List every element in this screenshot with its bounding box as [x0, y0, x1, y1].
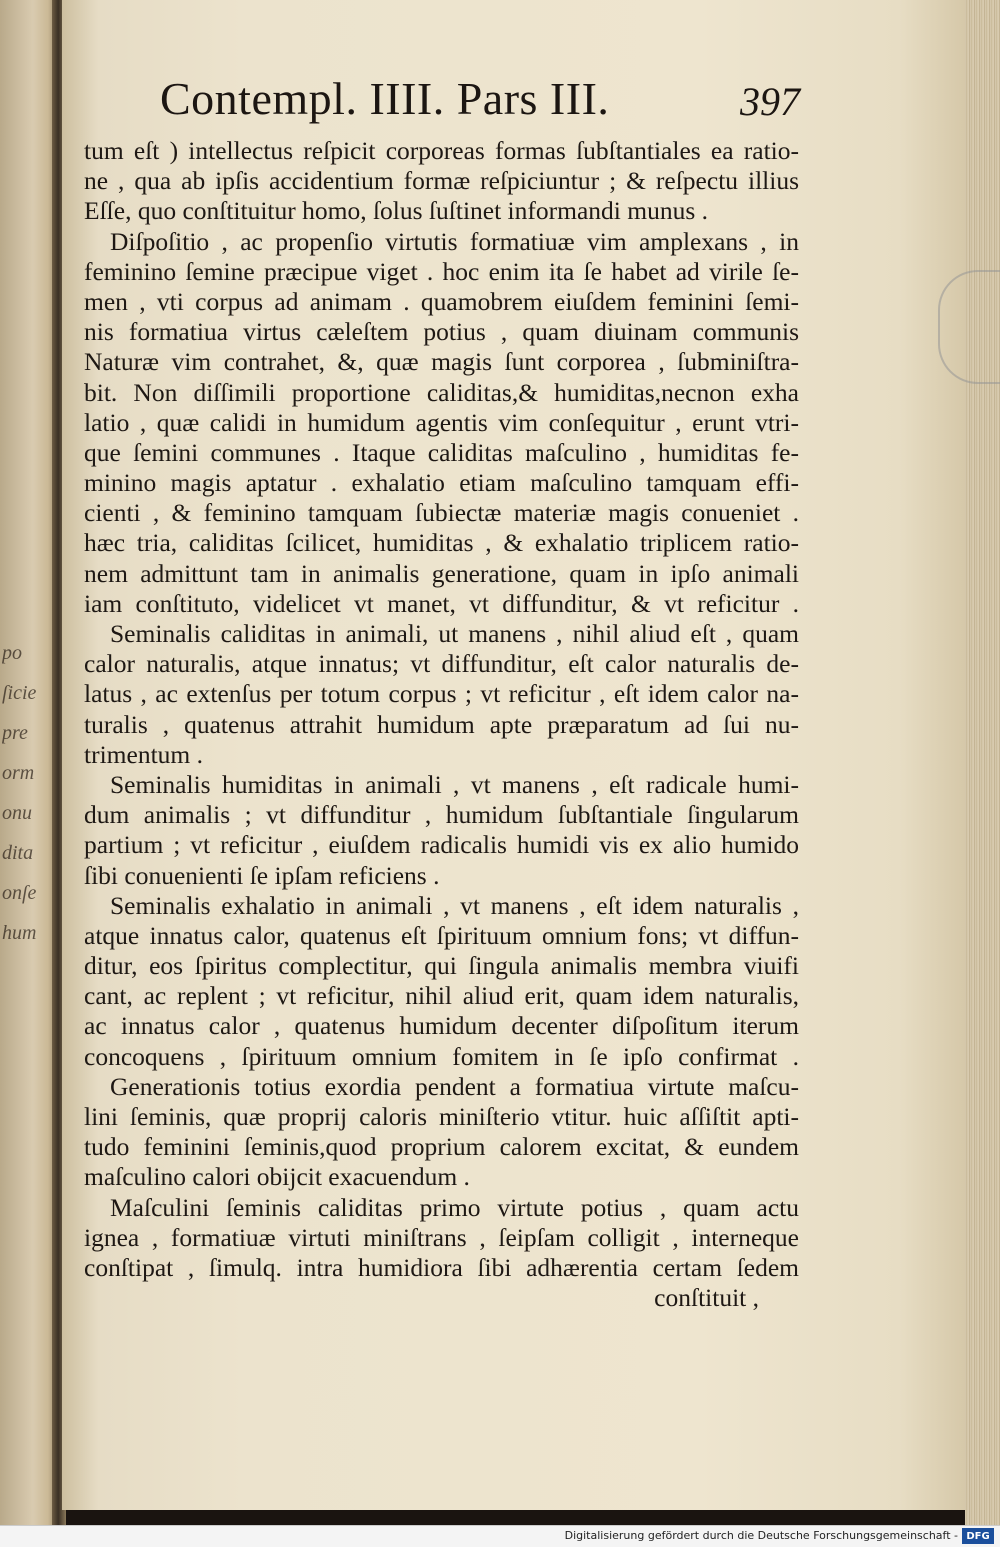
text-line: cienti , & feminino tamquam ſubiectæ materiæ magis conueniet . — [84, 498, 799, 528]
left-page-fragment: pre — [2, 722, 28, 744]
text-line: conſtipat , ſimulq. intra humidiora ſibi adhærentia certam ſedem — [84, 1252, 799, 1282]
text-line: feminino ſemine præcipue viget . hoc enim ita ſe habet ad virile ſe- — [84, 256, 799, 286]
text-line: nem admittunt tam in animalis generatione, quam in ipſo animali — [84, 558, 799, 588]
text-line: turalis , quatenus attrahit humidum apte præparatum ad ſui nu- — [84, 709, 799, 739]
dfg-logo: DFG — [962, 1528, 994, 1544]
text-line: calor naturalis, atque innatus; vt diffunditur, eſt calor naturalis de- — [84, 649, 799, 679]
text-line: men , vti corpus ad animam . quamobrem eiuſdem feminini ſemi- — [84, 286, 799, 316]
text-line: ignea , formatiuæ virtuti miniſtrans , ſeipſam colligit , interneque — [84, 1222, 799, 1252]
left-page-fragment: onu — [2, 802, 32, 824]
page-edges — [965, 0, 1000, 1525]
page-header — [160, 72, 800, 132]
text-line: Seminalis humiditas in animali , vt manens , eſt radicale humi- — [110, 769, 799, 799]
text-line: bit. Non diſſimili proportione caliditas,& humiditas,necnon exha — [84, 377, 799, 407]
text-line: concoquens , ſpirituum omnium fomitem in ſe ipſo confirmat . — [84, 1041, 799, 1071]
text-line: iam conſtituto, videlicet vt manet, vt diffunditur, & vt reficitur . — [84, 588, 799, 618]
running-title: Contempl. IIII. Pars III. — [160, 73, 610, 124]
left-page-fragment: dita — [2, 842, 34, 864]
text-line: trimentum . — [84, 739, 203, 769]
text-line: Eſſe, quo conſtituitur homo, ſolus ſuſtinet informandi munus . — [84, 196, 708, 226]
text-line: hæc tria, caliditas ſcilicet, humiditas , & exhalatio triplicem ratio- — [84, 528, 799, 558]
text-line: Seminalis caliditas in animali, ut manens , nihil aliud eſt , quam — [110, 619, 799, 648]
text-line: Generationis totius exordia pendent a formatiua virtute maſcu- — [110, 1071, 799, 1101]
text-line: latio , quæ calidi in humidum agentis vim conſequitur , erunt vtri- — [84, 407, 799, 437]
text-line: Naturæ vim contrahet, &, quæ magis ſunt corporea , ſubminiſtra- — [84, 347, 799, 377]
left-page-edge — [0, 0, 60, 1525]
left-page-fragment: ſicie — [2, 682, 37, 704]
text-line: nis formatiua virtus cæleſtem potius , quam diuinam communis — [84, 317, 799, 347]
text-line: Seminalis exhalatio in animali , vt manens , eſt idem naturalis , — [110, 890, 799, 920]
text-line: tudo feminini ſeminis,quod proprium calorem excitat, & eundem — [84, 1132, 799, 1162]
body-text — [84, 136, 799, 1313]
left-page-fragment: onſe — [2, 882, 37, 904]
text-line: ſibi conuenienti ſe ipſam reficiens . — [84, 860, 440, 890]
text-line: dum animalis ; vt diffunditur , humidum ſubſtantiale ſingularum — [84, 800, 799, 830]
text-line: lini ſeminis, quæ proprij caloris miniſterio vtitur. huic aſſiſtit apti- — [84, 1102, 799, 1131]
text-line: atque innatus calor, quatenus eſt ſpirituum omnium fons; vt diffun- — [84, 920, 799, 950]
text-line: tum eſt ) intellectus reſpicit corporeas formas ſubſtantiales ea ratio- — [84, 136, 799, 165]
left-page-fragment: po — [2, 642, 22, 664]
text-line: minino magis aptatur . exhalatio etiam maſculino tamquam effi- — [84, 468, 799, 498]
left-page-fragment: orm — [2, 762, 35, 784]
text-line: cant, ac replent ; vt reficitur, nihil aliud erit, quam idem naturalis, — [84, 981, 799, 1011]
text-line: que ſemini communes . Itaque caliditas maſculino , humiditas fe- — [84, 437, 799, 467]
text-line: ne , qua ab ipſis accidentium formæ reſpiciuntur ; & reſpectu illius — [84, 166, 799, 196]
text-line: latus , ac extenſus per totum corpus ; vt reficitur , eſt idem calor na- — [84, 679, 799, 709]
text-line: ditur, eos ſpiritus complectitur, qui ſingula animalis membra viuifi — [84, 951, 799, 981]
page-number: 397 — [740, 79, 800, 124]
text-line: maſculino calori obijcit exacuendum . — [84, 1162, 470, 1192]
page-clip — [938, 270, 1000, 384]
text-line: ac innatus calor , quatenus humidum decenter diſpoſitum iterum — [84, 1011, 799, 1041]
footer-credit: Digitalisierung gefördert durch die Deutsche Forschungsgemeinschaft - — [564, 1529, 958, 1542]
text-line: conſtituit , — [654, 1283, 759, 1313]
text-line: partium ; vt reficitur , eiuſdem radicalis humidi vis ex alio humido — [84, 830, 799, 860]
text-line: Maſculini ſeminis caliditas primo virtute potius , quam actu — [110, 1192, 799, 1222]
text-line: Diſpoſitio , ac propenſio virtutis formatiuæ vim amplexans , in — [110, 226, 799, 256]
footer-bar — [0, 1525, 1000, 1547]
left-page-fragment: hum — [2, 922, 37, 944]
